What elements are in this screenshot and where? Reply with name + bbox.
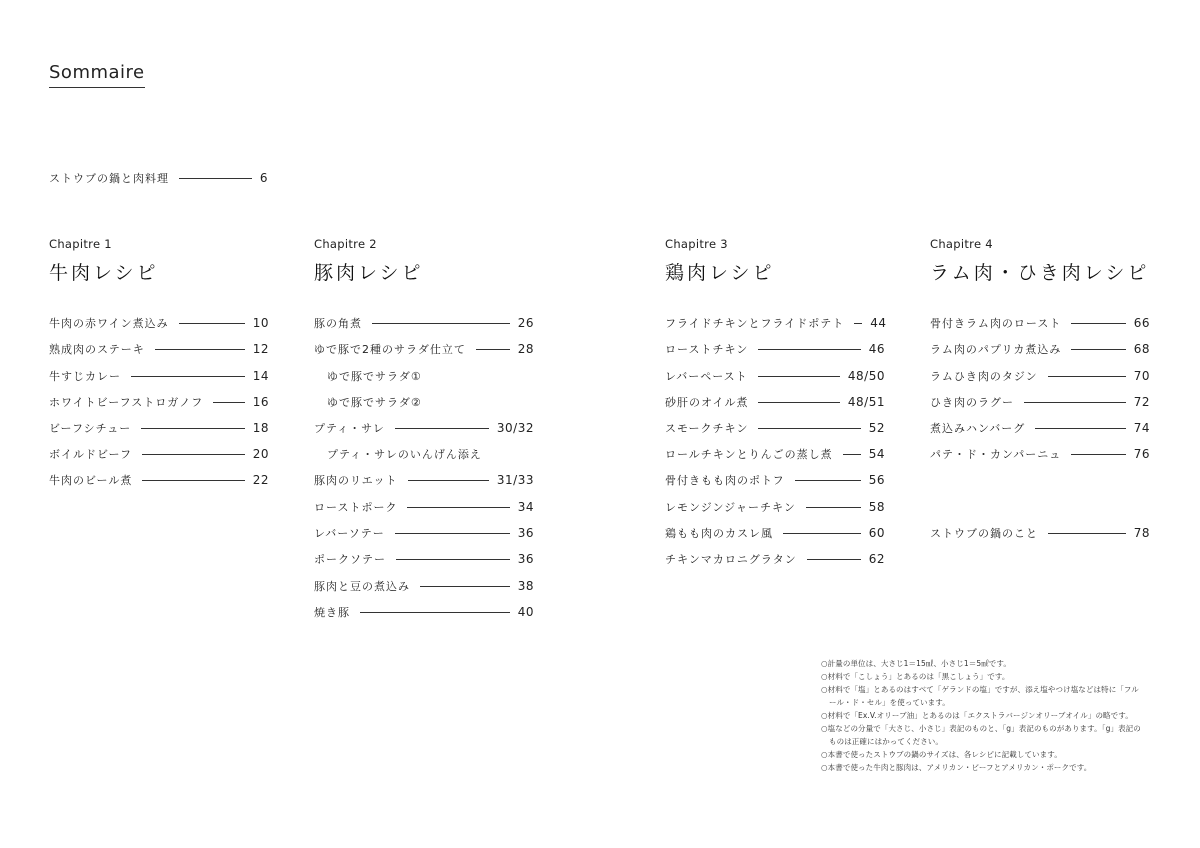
toc-entry-label: ゆで豚でサラダ① [327, 370, 422, 383]
toc-entry[interactable] [314, 576, 534, 596]
leader-line [396, 559, 510, 560]
toc-subentry[interactable] [314, 366, 534, 386]
toc-entry-page: 62 [868, 552, 885, 566]
toc-entry[interactable] [930, 392, 1150, 412]
leader-line [1024, 402, 1126, 403]
chapter-number: Chapitre 2 [314, 237, 377, 251]
toc-entry-label: 豚肉と豆の煮込み [314, 580, 410, 593]
toc-entry-label: ボイルドビーフ [49, 448, 133, 461]
toc-entry-page: 52 [868, 421, 885, 435]
toc-entry-label: ゆで豚でサラダ② [327, 396, 422, 409]
toc-entry-page: 22 [252, 473, 269, 487]
toc-entry-label: ホワイトビーフストロガノフ [49, 396, 204, 409]
leader-line [395, 428, 489, 429]
toc-entry-page: 48/51 [847, 395, 885, 409]
leader-line [213, 402, 244, 403]
toc-entry-intro[interactable] [49, 168, 268, 188]
chapter-number: Chapitre 4 [930, 237, 993, 251]
page-title: Sommaire [49, 62, 145, 88]
note-line: ○材料で「塩」とあるのはすべて「ゲランドの塩」ですが、添え塩やつけ塩などは特に「フル [821, 685, 1139, 694]
toc-entry-label: ストウブの鍋と肉料理 [49, 172, 169, 185]
toc-entry-label: 煮込みハンバーグ [930, 422, 1026, 435]
toc-entry-page: 58 [868, 500, 885, 514]
toc-entry[interactable] [665, 444, 885, 464]
leader-line [843, 454, 861, 455]
toc-entry[interactable] [930, 313, 1150, 333]
toc-entry[interactable] [665, 418, 885, 438]
leader-line [360, 612, 510, 613]
leader-line [1048, 376, 1126, 377]
toc-entry-page: 60 [868, 526, 885, 540]
toc-entry-page: 48/50 [847, 369, 885, 383]
toc-entry-label: 骨付きラム肉のロースト [930, 317, 1062, 330]
toc-entry-label: 牛肉のビール煮 [49, 474, 133, 487]
toc-entry-page: 76 [1133, 447, 1150, 461]
leader-line [758, 376, 840, 377]
leader-line [179, 178, 252, 179]
toc-entry[interactable] [665, 392, 885, 412]
toc-entry-label: ロールチキンとりんごの蒸し煮 [665, 448, 833, 461]
leader-line [476, 349, 510, 350]
toc-entry-page: 16 [252, 395, 269, 409]
toc-entry-label: 牛すじカレー [49, 370, 121, 383]
leader-line [141, 428, 244, 429]
toc-entry-label: ゆで豚で2種のサラダ仕立て [314, 343, 466, 356]
chapter-number: Chapitre 1 [49, 237, 112, 251]
toc-entry-page: 26 [517, 316, 534, 330]
leader-line [1035, 428, 1125, 429]
toc-entry[interactable] [314, 497, 534, 517]
toc-entry[interactable] [930, 339, 1150, 359]
chapter-3-header [665, 237, 775, 285]
toc-entry-label: ラム肉のパプリカ煮込み [930, 343, 1062, 356]
toc-entry-page: 18 [252, 421, 269, 435]
leader-line [395, 533, 510, 534]
toc-entry-label: レバーペースト [665, 370, 748, 383]
leader-line [408, 480, 489, 481]
toc-entry[interactable] [665, 549, 885, 569]
note-line: ○計量の単位は、大さじ1＝15㎖、小さじ1＝5㎖です。 [821, 659, 1012, 668]
toc-entry[interactable] [665, 313, 885, 333]
toc-subentry[interactable] [314, 444, 534, 464]
note-line: ○本書で使ったストウブの鍋のサイズは、各レシピに記載しています。 [821, 750, 1062, 759]
toc-entry[interactable] [314, 418, 534, 438]
leader-line [806, 507, 861, 508]
toc-entry[interactable] [49, 470, 269, 490]
leader-line [407, 507, 509, 508]
toc-entry-staub[interactable] [930, 523, 1150, 543]
toc-entry-label: 砂肝のオイル煮 [665, 396, 749, 409]
toc-entry-label: プティ・サレ [314, 422, 385, 435]
toc-entry-page: 68 [1133, 342, 1150, 356]
toc-entry-label: ローストポーク [314, 501, 398, 514]
note-line: ○材料で「こしょう」とあるのは「黒こしょう」です。 [821, 672, 1010, 681]
leader-line [1071, 323, 1125, 324]
chapter-title: 豚肉レシピ [314, 262, 424, 284]
leader-line [758, 428, 860, 429]
toc-entry-page: 28 [517, 342, 534, 356]
leader-line [1048, 533, 1126, 534]
toc-entry-page: 56 [868, 473, 885, 487]
toc-entry[interactable] [930, 366, 1150, 386]
toc-entry-page: 20 [252, 447, 269, 461]
toc-entry-page: 34 [517, 500, 534, 514]
toc-entry-page: 38 [517, 579, 534, 593]
leader-line [795, 480, 861, 481]
leader-line [179, 323, 245, 324]
toc-entry[interactable] [49, 392, 269, 412]
toc-entry-label: 豚の角煮 [314, 317, 362, 330]
leader-line [420, 586, 510, 587]
toc-entry-label: ストウブの鍋のこと [930, 527, 1038, 540]
leader-line [807, 559, 861, 560]
toc-entry[interactable] [49, 339, 269, 359]
toc-entry[interactable] [665, 497, 885, 517]
note-line: ○材料で「Ex.V.オリーブ油」とあるのは「エクストラバージンオリーブオイル」の略です。 [821, 711, 1133, 720]
toc-entry-page: 36 [517, 552, 534, 566]
toc-entry[interactable] [314, 313, 534, 333]
toc-entry-page: 12 [252, 342, 269, 356]
leader-line [155, 349, 245, 350]
toc-entry[interactable] [314, 549, 534, 569]
toc-entry[interactable] [930, 444, 1150, 464]
toc-entry-label: ローストチキン [665, 343, 749, 356]
toc-entry[interactable] [930, 418, 1150, 438]
chapter-title: ラム肉・ひき肉レシピ [930, 262, 1150, 284]
toc-entry-page: 46 [868, 342, 885, 356]
toc-entry[interactable] [314, 523, 534, 543]
toc-entry-label: ビーフシチュー [49, 422, 132, 435]
toc-entry-page: 14 [252, 369, 269, 383]
chapter-2-header [314, 237, 424, 285]
toc-entry-label: フライドチキンとフライドポテト [665, 317, 845, 330]
toc-entry-page: 10 [252, 316, 269, 330]
toc-entry-page: 44 [870, 316, 887, 330]
toc-entry[interactable] [665, 523, 885, 543]
leader-line [1071, 349, 1125, 350]
toc-entry-label: 鶏もも肉のカスレ風 [665, 527, 773, 540]
toc-entry[interactable] [49, 313, 269, 333]
chapter-title: 鶏肉レシピ [665, 262, 775, 284]
chapter-title: 牛肉レシピ [49, 262, 159, 284]
toc-entry-page: 72 [1133, 395, 1150, 409]
toc-entry-label: プティ・サレのいんげん添え [327, 448, 482, 461]
leader-line [854, 323, 862, 324]
toc-entry[interactable] [314, 470, 534, 490]
toc-entry[interactable] [49, 444, 269, 464]
toc-entry-label: 牛肉の赤ワイン煮込み [49, 317, 169, 330]
toc-entry-label: 熟成肉のステーキ [49, 343, 145, 356]
leader-line [758, 402, 839, 403]
toc-entry-page: 54 [868, 447, 885, 461]
toc-entry-page: 78 [1133, 526, 1150, 540]
note-line: ○塩などの分量で「大さじ、小さじ」表記のものと、「g」表記のものがあります。「g」表記の [821, 724, 1141, 733]
toc-entry-page: 31/33 [496, 473, 534, 487]
toc-entry[interactable] [665, 470, 885, 490]
chapter-4-header [930, 237, 1149, 285]
note-line: ものは正確にはかってください。 [829, 737, 943, 746]
toc-entry-page: 36 [517, 526, 534, 540]
toc-entry-label: パテ・ド・カンパーニュ [930, 448, 1062, 461]
toc-entry[interactable] [49, 418, 269, 438]
toc-entry-label: 焼き豚 [314, 606, 350, 619]
toc-entry-page: 40 [517, 605, 534, 619]
toc-entry-label: 骨付きもも肉のポトフ [665, 474, 785, 487]
note-line: ール・ド・セル」を使っています。 [829, 698, 950, 707]
toc-subentry[interactable] [314, 392, 534, 412]
toc-entry-page: 74 [1133, 421, 1150, 435]
toc-entry[interactable] [49, 366, 269, 386]
chapter-number: Chapitre 3 [665, 237, 728, 251]
toc-entry-label: 豚肉のリエット [314, 474, 398, 487]
leader-line [1071, 454, 1125, 455]
toc-entry-label: チキンマカロニグラタン [665, 553, 797, 566]
leader-line [783, 533, 861, 534]
toc-entry-label: ひき肉のラグー [930, 396, 1014, 409]
toc-entry-label: ラムひき肉のタジン [930, 370, 1038, 383]
leader-line [142, 454, 245, 455]
toc-entry[interactable] [665, 366, 885, 386]
toc-entry-label: レモンジンジャーチキン [665, 501, 796, 514]
toc-entry-page: 6 [259, 171, 268, 185]
leader-line [142, 480, 244, 481]
toc-entry-page: 66 [1133, 316, 1150, 330]
toc-entry-page: 30/32 [496, 421, 534, 435]
toc-entry-label: レバーソテー [314, 527, 385, 540]
toc-entry-label: ポークソテー [314, 553, 386, 566]
chapter-1-header [49, 237, 159, 285]
toc-entry[interactable] [314, 602, 534, 622]
toc-entry[interactable] [665, 339, 885, 359]
leader-line [758, 349, 860, 350]
toc-entry[interactable] [314, 339, 534, 359]
toc-entry-label: スモークチキン [665, 422, 749, 435]
note-line: ○本書で使った牛肉と豚肉は、アメリカン・ビーフとアメリカン・ポークです。 [821, 763, 1092, 772]
leader-line [131, 376, 245, 377]
leader-line [372, 323, 510, 324]
toc-entry-page: 70 [1133, 369, 1150, 383]
footnotes [821, 657, 1161, 774]
